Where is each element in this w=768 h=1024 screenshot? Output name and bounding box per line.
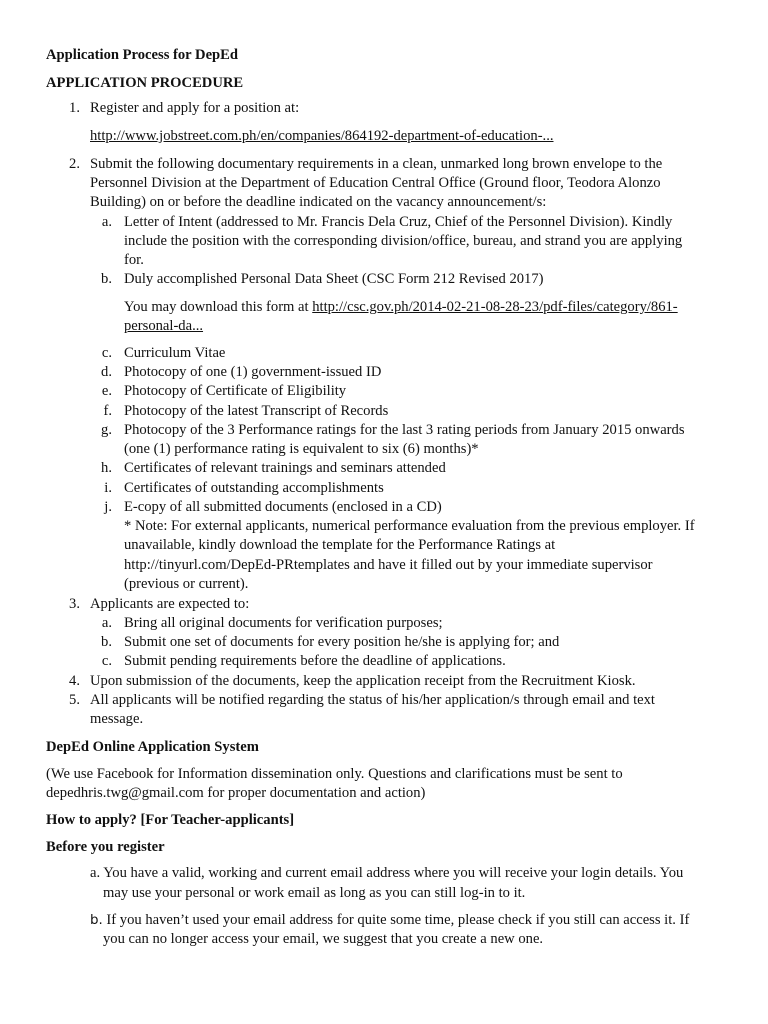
note-line: (previous or current). [124,576,249,592]
step-number: 5. [69,692,80,708]
step-number: 2. [69,156,80,172]
before-item-email: a. You have a valid, working and current email address where you will receive your login details. You [90,865,684,881]
expectation-item: Submit one set of documents for every position he/she is applying for; and [124,634,560,650]
step2-line: Submit the following documentary requirements in a clean, unmarked long brown envelope to the [90,156,663,172]
document-title: Application Process for DepEd [46,47,239,63]
item-letter: e. [101,383,112,399]
step5-line: message. [90,711,144,727]
section-heading-application-procedure: APPLICATION PROCEDURE [46,75,244,91]
requirement-letter-of-intent: Letter of Intent (addressed to Mr. Francis Dela Cruz, Chief of the Personnel Division). Kindly [124,214,673,230]
item-letter: c. [101,345,112,361]
requirement-line: include the position with the corresponding division/office, bureau, and strand you are applying [124,233,683,249]
step5-text: All applicants will be notified regarding the status of his/her application/s through email and text [90,692,655,708]
before-item-access [90,911,689,930]
item-letter: d. [101,364,112,380]
requirement-cv: Curriculum Vitae [124,345,226,361]
item-letter: j. [104,499,112,515]
note-line: * Note: For external applicants, numerical performance evaluation from the previous employer. If [124,518,695,534]
item-letter: g. [101,422,112,438]
requirement-performance-ratings: Photocopy of the 3 Performance ratings for the last 3 rating periods from January 2015 onwards [124,422,685,438]
step4-text: Upon submission of the documents, keep the application receipt from the Recruitment Kiosk. [90,673,636,689]
step3-text: Applicants are expected to: [90,596,250,612]
step-number: 4. [69,673,80,689]
item-letter: f. [103,403,112,419]
requirement-eligibility: Photocopy of Certificate of Eligibility [124,383,347,399]
before-item-line: you can no longer access your email, we suggest that you create a new one. [103,931,544,947]
requirement-tor: Photocopy of the latest Transcript of Records [124,403,389,419]
step1-text: Register and apply for a position at: [90,100,300,116]
requirement-trainings: Certificates of relevant trainings and seminars attended [124,460,446,476]
expectation-item: Bring all original documents for verification purposes; [124,615,443,631]
pds-download-link-continued[interactable]: personal-da... [124,318,204,334]
step-number: 3. [69,596,80,612]
item-letter: b. [90,913,103,928]
requirement-pds: Duly accomplished Personal Data Sheet (CSC Form 212 Revised 2017) [124,271,544,287]
step-number: 1. [69,100,80,116]
step2-line: Building) on or before the deadline indicated on the vacancy announcement/s: [90,194,547,210]
before-item-line: may use your personal or work email as long as you can still log-in to it. [103,885,526,901]
item-letter: a. [101,214,112,230]
requirement-accomplishments: Certificates of outstanding accomplishments [124,480,384,496]
item-letter: i. [104,480,112,496]
item-letter: b. [101,271,112,287]
section-heading-online-system: DepEd Online Application System [46,739,259,755]
expectation-item: Submit pending requirements before the deadline of applications. [124,653,506,669]
requirement-line: (one (1) performance rating is equivalent to six (6) months)* [124,441,479,457]
before-register-heading: Before you register [46,839,165,855]
how-to-apply-heading: How to apply? [For Teacher-applicants] [46,812,295,828]
requirement-id: Photocopy of one (1) government-issued ID [124,364,382,380]
facebook-note-line: depedhris.twg@gmail.com for proper documentation and action) [46,785,426,801]
requirement-ecopy: E-copy of all submitted documents (enclosed in a CD) [124,499,442,515]
item-letter: h. [101,460,112,476]
requirement-line: for. [124,252,144,268]
before-item-access-text: If you haven’t used your email address for quite some time, please check if you still can access it. If [102,912,690,928]
step2-line: Personnel Division at the Department of Education Central Office (Ground floor, Teodora Alonzo [90,175,661,191]
note-line: http://tinyurl.com/DepEd-PRtemplates and have it filled out by your immediate supervisor [124,557,653,573]
pds-download-link[interactable]: http://csc.gov.ph/2014-02-21-08-28-23/pdf-files/category/861- [312,299,678,315]
note-line: unavailable, kindly download the template for the Performance Ratings at [124,537,556,553]
jobstreet-link[interactable]: http://www.jobstreet.com.ph/en/companies/864192-department-of-education-... [90,128,554,144]
pds-download-line [124,298,678,317]
item-letter: a. [101,615,112,631]
item-letter: c. [101,653,112,669]
item-letter: b. [101,634,112,650]
facebook-note-line: (We use Facebook for Information dissemination only. Questions and clarifications must be sent to [46,766,623,782]
pds-download-prefix: You may download this form at [124,299,313,315]
